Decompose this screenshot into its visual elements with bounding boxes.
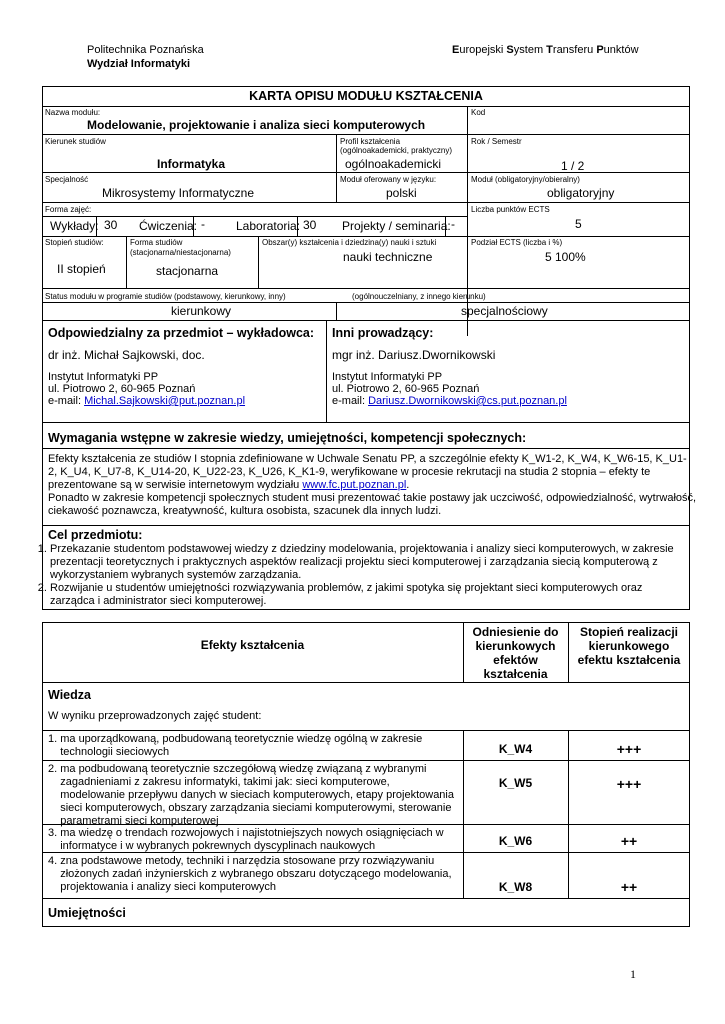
reference-header-line: efektów: [493, 653, 538, 667]
effect-level: ++: [620, 879, 638, 895]
degree-label: Stopień studiów:: [45, 238, 104, 247]
year-value: 1 / 2: [561, 159, 585, 173]
ects-value: 5: [575, 217, 582, 231]
faculty-name: Wydział Informatyki: [87, 58, 191, 70]
lecturer-email-row: [48, 395, 245, 408]
goal-item: 1. Przekazanie studentom podstawowej wiedzy z dziedziny modelowania, projektowania i analizy sieci komputerowych, w zakresie prezentacji teoretycznych i praktycznych aspektów realizacji projektu sieci komputerowej i zarządzania siecią komputerową z wykorzystaniem wybranych systemów zarządzania.: [50, 543, 686, 582]
profile-label-hint: (ogólnoakademicki, praktyczny): [340, 146, 453, 155]
effect-reference: K_W6: [498, 834, 533, 848]
effect-description-line: informatyce i w wybranych pokrewnych dyscyplinach naukowych: [48, 840, 376, 852]
effect-description-line: 1. ma uporządkowaną, podbudowaną teoretycznie wiedzę ogólną w zakresie: [48, 733, 423, 745]
effect-description-line: zagadnieniami z zakresu informatyki, takimi jak: sieci komputerowe,: [48, 776, 390, 788]
faculty-website-link[interactable]: www.fc.put.poznan.pl: [302, 479, 407, 491]
lectures-label: Wykłady:: [50, 219, 99, 233]
lecturer-heading: Odpowiedzialny za przedmiot – wykładowca:: [48, 326, 315, 340]
effect-description-line: projektowania i analizy sieci komputerowych: [48, 881, 277, 893]
requirements-line-3: [48, 479, 409, 492]
effect-column-divider: [463, 852, 464, 898]
requirements-line-2: 2, K_U4, K_U7-8, K_U14-20, K_U22-23, K_U26, K_K1-9, weryfikowane w procesie rekrutacji na studia 2 stopnia – efekty te: [48, 466, 651, 478]
effect-description: [48, 763, 454, 828]
effect-description-line: złożonych zadań inżynierskich z wybranego obszaru dotyczącego modelowania,: [48, 868, 452, 880]
effect-row-divider: [42, 824, 690, 825]
other-address: ul. Piotrowo 2, 60-965 Poznań: [332, 383, 480, 395]
requirements-line-3-text: prezentowane są w serwisie internetowym wydziału: [48, 479, 303, 491]
labs-label: Laboratoria:: [236, 219, 301, 233]
exercises-label: Ćwiczenia:: [139, 219, 198, 233]
language-label: Moduł oferowany w języku:: [340, 175, 437, 184]
other-email-link[interactable]: Dariusz.Dwornikowski@cs.put.poznan.pl: [368, 395, 567, 407]
study-form-label-hint: (stacjonarna/niestacjonarna): [130, 248, 231, 257]
direction-value: Informatyka: [157, 157, 226, 171]
labs-value: 30: [303, 218, 317, 232]
other-email-prefix: e-mail:: [332, 395, 369, 407]
ects-title-word: ystem: [513, 44, 547, 56]
ects-split-label: Podział ECTS (liczba i %): [471, 238, 563, 247]
projects-value: -: [451, 217, 455, 231]
ects-title-initial: S: [506, 44, 514, 56]
study-form-label: Forma studiów: [130, 238, 183, 247]
knowledge-intro: W wyniku przeprowadzonych zajęć student:: [48, 710, 262, 722]
ects-label: Liczba punktów ECTS: [471, 205, 550, 214]
knowledge-heading: Wiedza: [48, 688, 91, 702]
goals-heading: Cel przedmiotu:: [48, 528, 143, 542]
requirements-line-1: Efekty kształcenia ze studiów I stopnia zdefiniowane w Uchwale Senatu PP, a szczególnie efekty K_W1-2, K_W4, K_W6-15, K_U1-: [48, 453, 687, 465]
other-lecturer-name: mgr inż. Dariusz.Dwornikowski: [332, 348, 496, 362]
effect-description-line: parametrami sieci komputerowej: [48, 815, 219, 827]
level-header-line: Stopień realizacji: [579, 625, 679, 639]
status-value-1: kierunkowy: [171, 304, 232, 318]
projects-label: Projekty / seminaria:: [342, 219, 451, 233]
goals-list-wrap: [28, 543, 686, 608]
effect-reference: K_W4: [498, 742, 533, 756]
goals-list: [28, 543, 686, 608]
profile-label: Profil kształcenia: [340, 137, 401, 146]
reference-header-line: kształcenia: [483, 667, 548, 681]
effect-description-line: technologii sieciowych: [48, 746, 170, 758]
effect-description: [48, 855, 452, 894]
effect-column-divider: [568, 760, 569, 824]
requirements-line-5: ciekawość poznawcza, kreatywność, kultura osobista, szacunek dla innych ludzi.: [48, 505, 442, 517]
others-heading: Inni prowadzący:: [332, 326, 434, 340]
effect-column-divider: [568, 730, 569, 760]
requirements-line-3-end: .: [406, 479, 410, 491]
lecturer-email-link[interactable]: Michal.Sajkowski@put.poznan.pl: [84, 395, 246, 407]
effect-level: +++: [616, 741, 642, 757]
card-title: KARTA OPISU MODUŁU KSZTAŁCENIA: [249, 89, 483, 103]
ects-title-initial: E: [452, 44, 460, 56]
area-label: Obszar(y) kształcenia i dziedzina(y) nauki i sztuki: [262, 238, 437, 247]
lecturer-name: dr inż. Michał Sajkowski, doc.: [48, 348, 205, 362]
effect-description-line: modelowanie przepływu danych w sieciach komputerowych, etapy projektowania: [48, 789, 454, 801]
effect-column-divider: [463, 730, 464, 760]
effect-description-line: 3. ma wiedzę o trendach rozwojowych i najistotniejszych nowych osiągnięciach w: [48, 827, 444, 839]
effect-description: [48, 827, 444, 853]
reference-header-line: Odniesienie do: [472, 625, 559, 639]
exercises-value: -: [201, 217, 205, 231]
ects-title-word: uropejski: [459, 44, 507, 56]
effects-column-header: Efekty kształcenia: [200, 638, 305, 652]
lecturer-email-prefix: e-mail:: [48, 395, 85, 407]
effect-description-line: 4. zna podstawowe metody, techniki i narzędzia stosowane przy rozwiązywaniu: [48, 855, 435, 867]
effect-description-line: 2. ma podbudowaną teoretycznie szczegółową wiedzę związaną z wybranymi: [48, 763, 427, 775]
reference-column-header: [463, 625, 568, 681]
level-header-line: kierunkowego: [588, 639, 670, 653]
module-type-value: obligatoryjny: [547, 186, 615, 200]
ects-title-word: unktów: [603, 44, 639, 56]
effect-column-divider: [568, 824, 569, 852]
module-name-label: Nazwa modułu:: [45, 108, 101, 117]
degree-value: II stopień: [57, 262, 106, 276]
profile-value: ogólnoakademicki: [345, 157, 442, 171]
ects-title-initial: P: [596, 44, 604, 56]
specialty-value: Mikrosystemy Informatyczne: [102, 186, 255, 200]
area-value: nauki techniczne: [343, 250, 433, 264]
other-email-row: [332, 395, 567, 408]
module-type-label: Moduł (obligatoryjny/obieralny): [471, 175, 580, 184]
language-value: polski: [386, 186, 417, 200]
status-value-2: specjalnościowy: [461, 304, 548, 318]
goal-item: 2. Rozwijanie u studentów umiejętności rozwiązywania problemów, z jakimi spotyka się projektant sieci komputerowych oraz zarządca i administrator sieci komputerowej.: [50, 582, 686, 608]
level-column-header: [568, 625, 690, 667]
other-institute: Instytut Informatyki PP: [332, 371, 443, 383]
effect-level: ++: [620, 833, 638, 849]
requirements-line-4: Ponadto w zakresie kompetencji społecznych student musi prezentować takie postawy jak uczciwość, odpowiedzialność, wytrwałość,: [48, 492, 697, 504]
specialty-label: Specjalność: [45, 175, 89, 184]
effect-reference: K_W5: [498, 776, 533, 790]
lecturer-institute: Instytut Informatyki PP: [48, 371, 159, 383]
effect-description-line: sieci komputerowych, obszary zarządzania sieciami komputerowymi, sterowanie: [48, 802, 452, 814]
module-name: Modelowanie, projektowanie i analiza sieci komputerowych: [87, 118, 426, 132]
status-label: Status modułu w programie studiów (podstawowy, kierunkowy, inny): [45, 292, 286, 301]
effect-row-divider: [42, 852, 690, 853]
direction-label: Kierunek studiów: [45, 137, 106, 146]
effect-description: [48, 733, 422, 759]
lectures-value: 30: [104, 218, 118, 232]
requirements-heading: Wymagania wstępne w zakresie wiedzy, umiejętności, kompetencji społecznych:: [48, 431, 527, 445]
effect-reference: K_W8: [498, 880, 533, 894]
effect-level: +++: [616, 776, 642, 792]
effect-row-divider: [42, 760, 690, 761]
effect-column-divider: [463, 760, 464, 824]
year-label: Rok / Semestr: [471, 137, 522, 146]
effect-column-divider: [568, 852, 569, 898]
ects-title-word: ransferu: [552, 44, 597, 56]
level-header-line: efektu kształcenia: [577, 653, 681, 667]
page-number: 1: [630, 967, 636, 981]
university-name: Politechnika Poznańska: [87, 44, 204, 56]
effect-row-divider: [42, 898, 690, 899]
skills-heading: Umiejętności: [48, 906, 126, 920]
ects-title-initial: T: [546, 44, 553, 56]
code-label: Kod: [471, 108, 486, 117]
study-form-value: stacjonarna: [156, 264, 219, 278]
ects-split-value: 5 100%: [545, 250, 586, 264]
reference-header-line: kierunkowych: [475, 639, 556, 653]
forms-label: Forma zajęć:: [45, 205, 92, 214]
status-label-2: (ogólnouczelniany, z innego kierunku): [352, 292, 486, 301]
effect-column-divider: [463, 824, 464, 852]
lecturer-address: ul. Piotrowo 2, 60-965 Poznań: [48, 383, 196, 395]
ects-system-title: [452, 44, 639, 56]
